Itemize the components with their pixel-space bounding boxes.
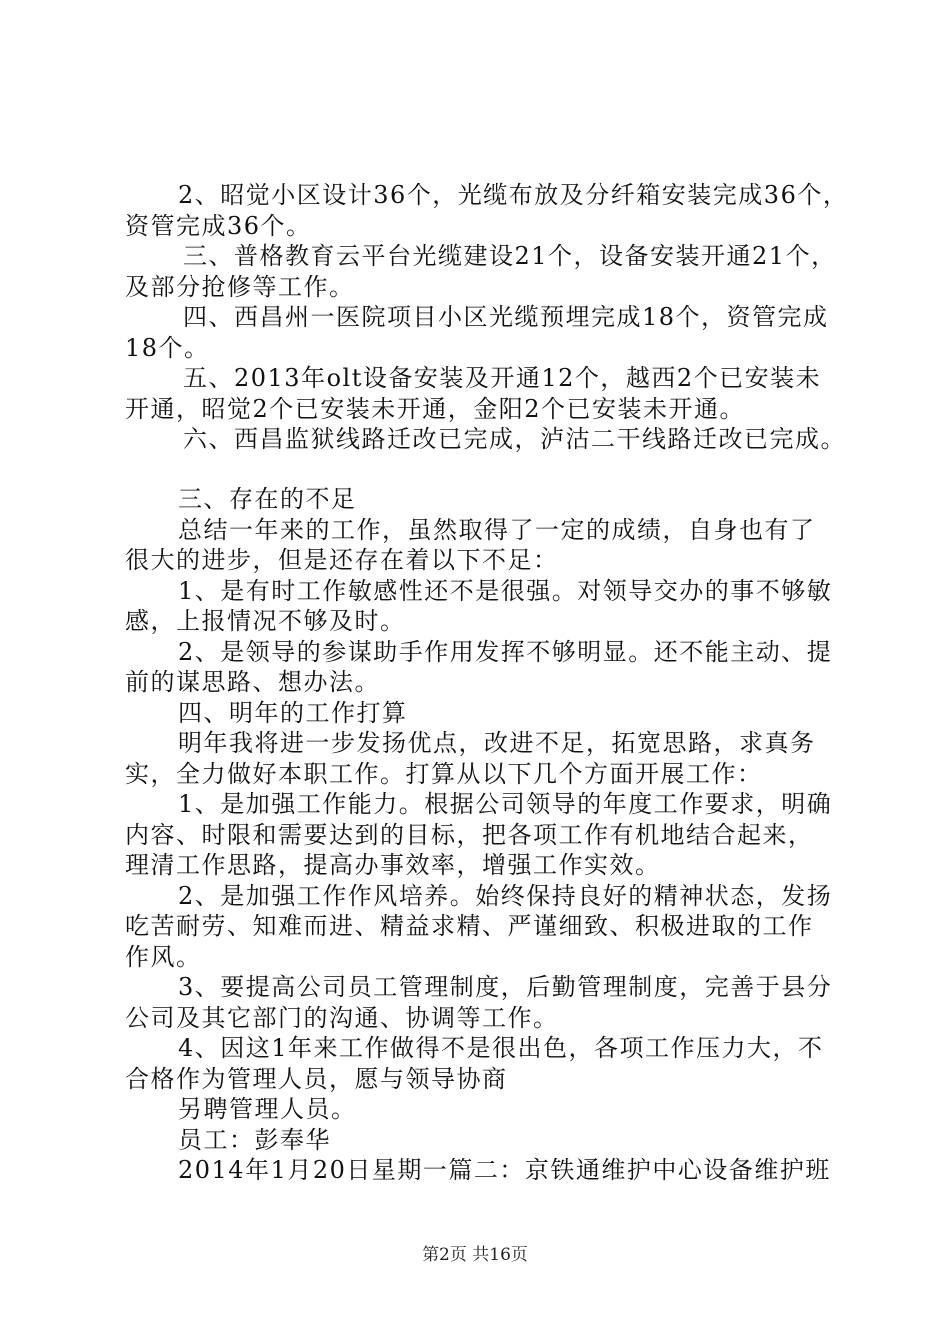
page-number-footer: 第2页 共16页 — [422, 1245, 528, 1265]
text-line: 四、西昌州一医院项目小区光缆预埋完成18个，资管完成 — [183, 303, 829, 331]
text-line: 18个。 — [125, 334, 210, 362]
text-line: 4、因这1年来工作做得不是很出色，各项工作压力大，不 — [178, 1034, 824, 1062]
text-line: 资管完成36个。 — [125, 212, 312, 240]
text-line: 作风。 — [125, 943, 202, 971]
text-line: 2、是领导的参谋助手作用发挥不够明显。还不能主动、提 — [178, 638, 833, 666]
text-line: 内容、时限和需要达到的目标，把各项工作有机地结合起来， — [125, 821, 814, 849]
text-line: 吃苦耐劳、知难而进、精益求精、严谨细致、积极进取的工作 — [125, 912, 814, 940]
text-line: 另聘管理人员。 — [178, 1095, 357, 1123]
text-line: 1、是加强工作能力。根据公司领导的年度工作要求，明确 — [178, 790, 833, 818]
text-line: 合格作为管理人员，愿与领导协商 — [125, 1065, 508, 1093]
text-line: 总结一年来的工作，虽然取得了一定的成绩，自身也有了 — [178, 516, 816, 544]
text-line: 开通，昭觉2个已安装未开通，金阳2个已安装未开通。 — [125, 395, 746, 423]
text-line: 3、要提高公司员工管理制度，后勤管理制度，完善于县分 — [178, 973, 833, 1001]
text-line: 2、是加强工作作风培养。始终保持良好的精神状态，发扬 — [178, 882, 833, 910]
text-line: 实，全力做好本职工作。打算从以下几个方面开展工作： — [125, 760, 763, 788]
text-line: 公司及其它部门的沟通、协调等工作。 — [125, 1004, 559, 1032]
text-line: 很大的进步，但是还存在着以下不足： — [125, 546, 559, 574]
signature-line: 员工：彭奉华 — [178, 1126, 331, 1154]
section-heading: 四、明年的工作打算 — [178, 699, 408, 727]
text-line: 及部分抢修等工作。 — [125, 273, 355, 301]
text-line: 六、西昌监狱线路迁改已完成，泸沽二干线路迁改已完成。 — [183, 425, 846, 453]
text-line: 三、普格教育云平台光缆建设21个，设备安装开通21个， — [183, 242, 837, 270]
text-line: 五、2013年olt设备安装及开通12个，越西2个已安装未 — [183, 364, 822, 392]
text-line: 感，上报情况不够及时。 — [125, 607, 406, 635]
date-line: 2014年1月20日星期一篇二：京铁通维护中心设备维护班 — [178, 1156, 831, 1184]
text-line: 理清工作思路，提高办事效率，增强工作实效。 — [125, 851, 661, 879]
section-heading: 三、存在的不足 — [178, 485, 357, 513]
text-line: 前的谋思路、想办法。 — [125, 668, 380, 696]
text-line: 1、是有时工作敏感性还不是很强。对领导交办的事不够敏 — [178, 577, 833, 605]
text-line: 2、昭觉小区设计36个，光缆布放及分纤箱安装完成36个， — [178, 181, 849, 209]
text-line: 明年我将进一步发扬优点，改进不足，拓宽思路，求真务 — [178, 729, 816, 757]
